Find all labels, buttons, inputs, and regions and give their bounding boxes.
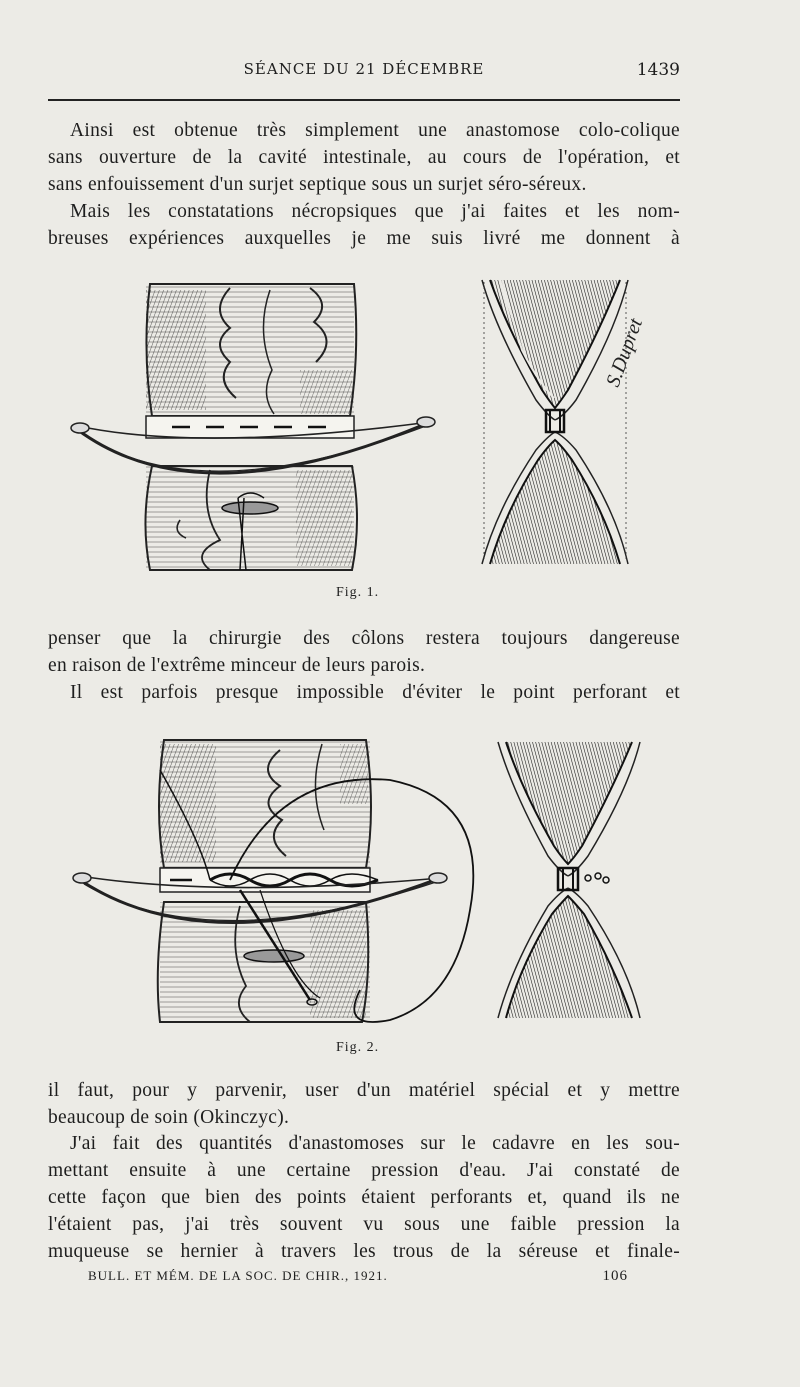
text-line: cette façon que bien des points étaient perforants et, quand ils ne <box>48 1187 680 1208</box>
text-line: mettant ensuite à une certaine pression d'eau. J'ai constaté de <box>48 1160 680 1181</box>
text-line: Mais les constatations nécropsiques que j'ai faites et les nom- <box>70 201 680 222</box>
text-line: l'étaient pas, j'ai très souvent vu sous une faible pression la <box>48 1214 680 1235</box>
text-line: breuses expériences auxquelles je me suis livré me donnent à <box>48 228 680 249</box>
running-title: SÉANCE DU 21 DÉCEMBRE <box>243 60 485 78</box>
paragraph-1 <box>48 117 680 198</box>
sheet-number: 106 <box>602 1268 628 1284</box>
figure-1-caption: Fig. 1. <box>336 585 380 600</box>
page-number: 1439 <box>636 60 680 80</box>
text-line: Ainsi est obtenue très simplement une anastomose colo-colique <box>70 120 680 141</box>
paragraph-6 <box>48 1130 680 1265</box>
text-line: muqueuse se hernier à travers les trous de la séreuse et finale- <box>48 1241 680 1262</box>
figure-2-caption: Fig. 2. <box>336 1040 380 1055</box>
header-rule <box>48 99 680 101</box>
journal-citation: BULL. ET MÉM. DE LA SOC. DE CHIR., 1921. <box>88 1268 388 1283</box>
text-line: en raison de l'extrême minceur de leurs parois. <box>48 655 426 676</box>
paragraph-5 <box>48 1077 680 1131</box>
colon-left-drawing <box>71 284 435 570</box>
paragraph-3 <box>48 625 680 679</box>
text-line: sans enfouissement d'un surjet septique sous un surjet séro-séreux. <box>48 174 587 195</box>
colon-left-suture-drawing <box>73 740 473 1022</box>
text-line: sans ouverture de la cavité intestinale, au cours de l'opération, et <box>48 147 680 168</box>
artist-signature: S.Dupret <box>602 315 647 390</box>
paragraph-2 <box>48 198 680 252</box>
colon-section-drawing <box>482 280 647 564</box>
figure-1-illustration <box>60 270 660 590</box>
running-header <box>48 60 680 84</box>
figure-2-illustration <box>60 730 660 1040</box>
text-line: beaucoup de soin (Okinczyc). <box>48 1107 290 1128</box>
paragraph-4 <box>48 679 680 706</box>
text-line: Il est parfois presque impossible d'éviter le point perforant et <box>70 682 680 703</box>
text-line: J'ai fait des quantités d'anastomoses sur le cadavre en les sou- <box>70 1133 680 1154</box>
text-line: penser que la chirurgie des côlons restera toujours dangereuse <box>48 628 680 649</box>
text-line: il faut, pour y parvenir, user d'un matériel spécial et y mettre <box>48 1080 680 1101</box>
colon-section-suture-drawing <box>498 742 640 1018</box>
